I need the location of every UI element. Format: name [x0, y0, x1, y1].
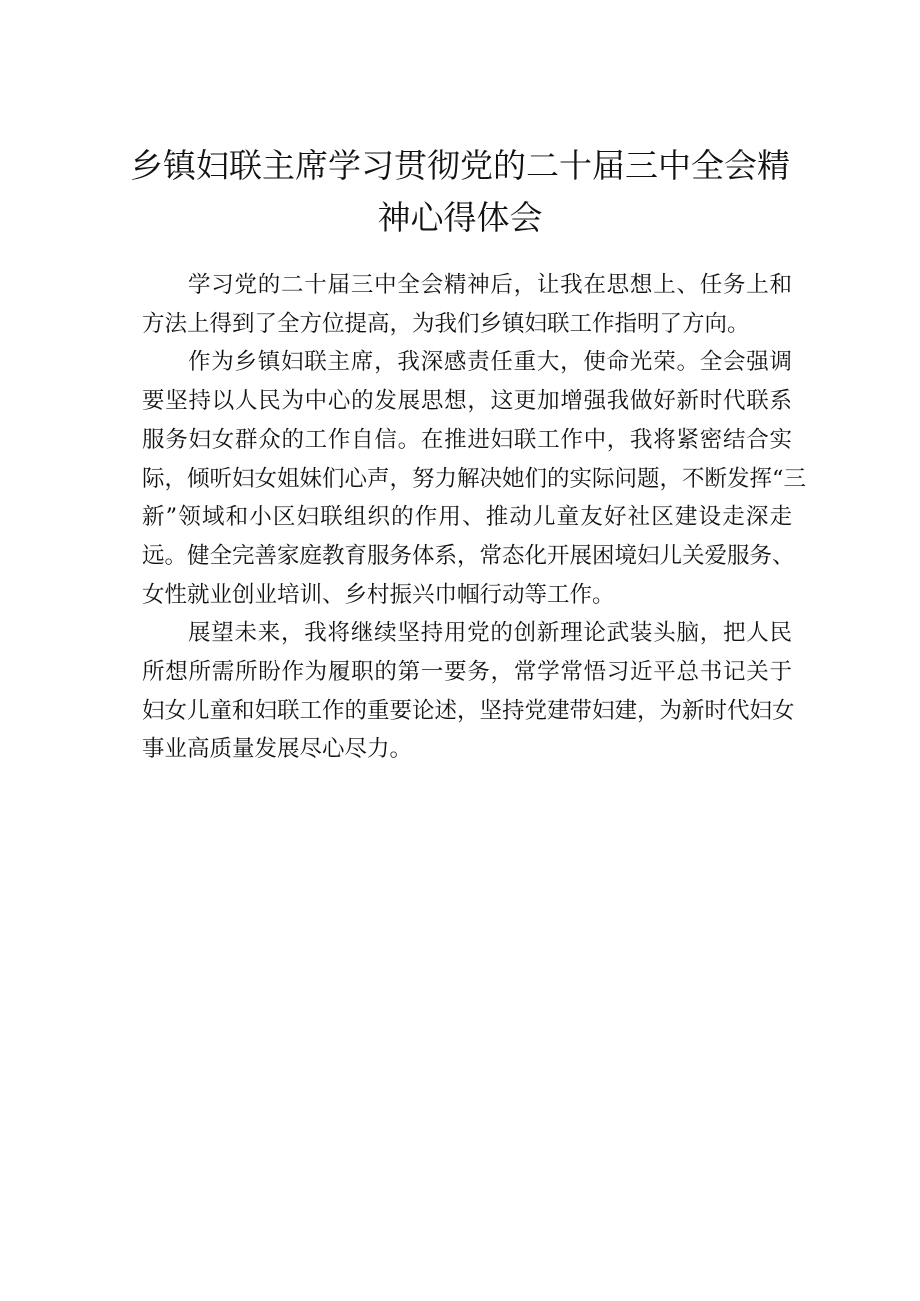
document-title	[120, 140, 800, 244]
paragraph-line: 展望未来，我将继续坚持用党的创新理论武装头脑，把人民	[188, 620, 792, 647]
paragraph-line: 所想所需所盼作为履职的第一要务，常学常悟习近平总书记关于	[142, 659, 792, 686]
paragraph-line: 学习党的二十届三中全会精神后，让我在思想上、任务上和	[188, 272, 792, 298]
paragraph-line: 新”领域和小区妇联组织的作用、推动儿童友好社区建设走深走	[142, 504, 792, 531]
paragraph-line: 际，倾听妇女姐妹们心声，努力解决她们的实际问题，不断发挥“三	[142, 465, 807, 492]
paragraph-line: 女性就业创业培训、乡村振兴巾帼行动等工作。	[142, 581, 615, 608]
document-body	[142, 266, 807, 769]
paragraph-1	[142, 266, 792, 343]
paragraph-line: 要坚持以人民为中心的发展思想，这更加增强我做好新时代联系	[142, 388, 792, 415]
paragraph-line: 事业高质量发展尽心尽力。	[142, 736, 413, 763]
title-line: 神心得体会	[377, 198, 543, 237]
paragraph-2	[142, 343, 807, 614]
paragraph-3	[142, 614, 795, 769]
paragraph-line: 作为乡镇妇联主席，我深感责任重大，使命光荣。全会强调	[188, 349, 792, 376]
paragraph-line: 远。健全完善家庭教育服务体系，常态化开展困境妇儿关爱服务、	[142, 542, 795, 569]
title-line: 乡镇妇联主席学习贯彻党的二十届三中全会精	[130, 146, 790, 185]
paragraph-line: 服务妇女群众的工作自信。在推进妇联工作中，我将紧密结合实	[142, 426, 792, 453]
paragraph-line: 方法上得到了全方位提高，为我们乡镇妇联工作指明了方向。	[142, 310, 750, 337]
paragraph-line: 妇女儿童和妇联工作的重要论述，坚持党建带妇建，为新时代妇女	[142, 697, 795, 724]
